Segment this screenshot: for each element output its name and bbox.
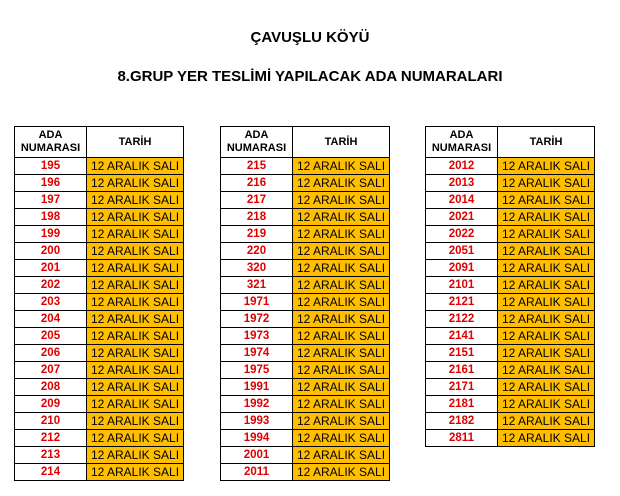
ada-number-cell: 2013 [426, 175, 498, 192]
table-row [426, 192, 595, 209]
date-cell: 12 ARALIK SALI [87, 311, 184, 328]
date-cell: 12 ARALIK SALI [87, 464, 184, 481]
date-cell: 12 ARALIK SALI [293, 396, 390, 413]
date-cell: 12 ARALIK SALI [293, 175, 390, 192]
ada-number-cell: 2182 [426, 413, 498, 430]
table-row [426, 158, 595, 175]
header-ada-numarasi: ADA NUMARASI [426, 127, 498, 158]
date-cell: 12 ARALIK SALI [498, 209, 595, 226]
date-cell: 12 ARALIK SALI [293, 192, 390, 209]
ada-number-cell: 214 [15, 464, 87, 481]
ada-number-cell: 210 [15, 413, 87, 430]
table-row [426, 345, 595, 362]
date-cell: 12 ARALIK SALI [87, 379, 184, 396]
table-row [221, 413, 390, 430]
date-cell: 12 ARALIK SALI [87, 260, 184, 277]
table-row [15, 226, 184, 243]
ada-number-cell: 206 [15, 345, 87, 362]
table-row [15, 192, 184, 209]
table-row [426, 175, 595, 192]
date-cell: 12 ARALIK SALI [87, 158, 184, 175]
date-cell: 12 ARALIK SALI [87, 396, 184, 413]
table-row [15, 277, 184, 294]
date-cell: 12 ARALIK SALI [87, 345, 184, 362]
ada-number-cell: 195 [15, 158, 87, 175]
ada-number-cell: 200 [15, 243, 87, 260]
date-cell: 12 ARALIK SALI [293, 328, 390, 345]
date-cell: 12 ARALIK SALI [293, 294, 390, 311]
table-row [15, 345, 184, 362]
date-cell: 12 ARALIK SALI [87, 447, 184, 464]
ada-number-cell: 212 [15, 430, 87, 447]
ada-table-3 [425, 126, 595, 447]
table-row [15, 311, 184, 328]
table-row [15, 362, 184, 379]
ada-number-cell: 220 [221, 243, 293, 260]
ada-number-cell: 217 [221, 192, 293, 209]
ada-number-cell: 2171 [426, 379, 498, 396]
ada-number-cell: 2141 [426, 328, 498, 345]
page-title: ÇAVUŞLU KÖYÜ [250, 29, 370, 46]
table-row [426, 413, 595, 430]
ada-number-cell: 2151 [426, 345, 498, 362]
ada-number-cell: 1991 [221, 379, 293, 396]
header-tarih: TARİH [293, 127, 390, 158]
table-row [221, 175, 390, 192]
date-cell: 12 ARALIK SALI [87, 243, 184, 260]
ada-number-cell: 199 [15, 226, 87, 243]
ada-number-cell: 1975 [221, 362, 293, 379]
header-ada-numarasi: ADA NUMARASI [221, 127, 293, 158]
table-row [15, 294, 184, 311]
table-row [221, 158, 390, 175]
date-cell: 12 ARALIK SALI [293, 158, 390, 175]
table-row [15, 243, 184, 260]
date-cell: 12 ARALIK SALI [87, 226, 184, 243]
table-row [15, 209, 184, 226]
table-row [426, 294, 595, 311]
ada-number-cell: 1974 [221, 345, 293, 362]
table-row [426, 209, 595, 226]
table-row [221, 464, 390, 481]
date-cell: 12 ARALIK SALI [87, 277, 184, 294]
table-row [15, 158, 184, 175]
ada-number-cell: 203 [15, 294, 87, 311]
ada-number-cell: 2001 [221, 447, 293, 464]
table-row [426, 328, 595, 345]
table-row [221, 362, 390, 379]
page-subtitle: 8.GRUP YER TESLİMİ YAPILACAK ADA NUMARALARI [117, 68, 503, 85]
table-row [426, 260, 595, 277]
ada-number-cell: 2121 [426, 294, 498, 311]
date-cell: 12 ARALIK SALI [87, 413, 184, 430]
table-row [15, 413, 184, 430]
ada-number-cell: 204 [15, 311, 87, 328]
date-cell: 12 ARALIK SALI [498, 192, 595, 209]
ada-table-2 [220, 126, 390, 481]
table-row [426, 243, 595, 260]
date-cell: 12 ARALIK SALI [293, 464, 390, 481]
table-row [426, 379, 595, 396]
ada-number-cell: 208 [15, 379, 87, 396]
date-cell: 12 ARALIK SALI [293, 311, 390, 328]
date-cell: 12 ARALIK SALI [498, 396, 595, 413]
header-tarih: TARİH [498, 127, 595, 158]
ada-number-cell: 197 [15, 192, 87, 209]
table-row [221, 396, 390, 413]
date-cell: 12 ARALIK SALI [498, 430, 595, 447]
table-row [15, 379, 184, 396]
header-ada-numarasi: ADA NUMARASI [15, 127, 87, 158]
date-cell: 12 ARALIK SALI [498, 311, 595, 328]
date-cell: 12 ARALIK SALI [498, 226, 595, 243]
table-row [426, 311, 595, 328]
table-row [221, 311, 390, 328]
date-cell: 12 ARALIK SALI [87, 328, 184, 345]
ada-number-cell: 2811 [426, 430, 498, 447]
ada-number-cell: 2011 [221, 464, 293, 481]
date-cell: 12 ARALIK SALI [293, 430, 390, 447]
ada-number-cell: 1993 [221, 413, 293, 430]
table-row [15, 396, 184, 413]
ada-number-cell: 215 [221, 158, 293, 175]
date-cell: 12 ARALIK SALI [498, 345, 595, 362]
table-row [15, 447, 184, 464]
table-row [426, 362, 595, 379]
date-cell: 12 ARALIK SALI [498, 294, 595, 311]
ada-number-cell: 2051 [426, 243, 498, 260]
table-row [221, 345, 390, 362]
date-cell: 12 ARALIK SALI [293, 260, 390, 277]
table-row [221, 294, 390, 311]
ada-number-cell: 2091 [426, 260, 498, 277]
ada-number-cell: 2022 [426, 226, 498, 243]
date-cell: 12 ARALIK SALI [293, 277, 390, 294]
ada-number-cell: 2181 [426, 396, 498, 413]
date-cell: 12 ARALIK SALI [293, 209, 390, 226]
table-row [15, 464, 184, 481]
table-row [221, 447, 390, 464]
ada-number-cell: 209 [15, 396, 87, 413]
ada-number-cell: 202 [15, 277, 87, 294]
date-cell: 12 ARALIK SALI [293, 447, 390, 464]
ada-number-cell: 1994 [221, 430, 293, 447]
ada-number-cell: 1992 [221, 396, 293, 413]
ada-number-cell: 321 [221, 277, 293, 294]
date-cell: 12 ARALIK SALI [498, 277, 595, 294]
table-row [426, 396, 595, 413]
ada-number-cell: 320 [221, 260, 293, 277]
table-row [221, 260, 390, 277]
ada-number-cell: 201 [15, 260, 87, 277]
ada-number-cell: 2014 [426, 192, 498, 209]
table-row [15, 260, 184, 277]
ada-table-1 [14, 126, 184, 481]
table-row [15, 430, 184, 447]
date-cell: 12 ARALIK SALI [293, 345, 390, 362]
date-cell: 12 ARALIK SALI [87, 192, 184, 209]
date-cell: 12 ARALIK SALI [293, 379, 390, 396]
ada-number-cell: 219 [221, 226, 293, 243]
ada-number-cell: 1971 [221, 294, 293, 311]
table-row [221, 226, 390, 243]
ada-number-cell: 1972 [221, 311, 293, 328]
table-row [221, 243, 390, 260]
ada-number-cell: 196 [15, 175, 87, 192]
table-row [221, 379, 390, 396]
ada-number-cell: 205 [15, 328, 87, 345]
ada-number-cell: 2161 [426, 362, 498, 379]
date-cell: 12 ARALIK SALI [498, 175, 595, 192]
table-row [426, 277, 595, 294]
ada-number-cell: 198 [15, 209, 87, 226]
ada-number-cell: 218 [221, 209, 293, 226]
ada-number-cell: 207 [15, 362, 87, 379]
date-cell: 12 ARALIK SALI [498, 379, 595, 396]
date-cell: 12 ARALIK SALI [293, 226, 390, 243]
table-row [426, 430, 595, 447]
date-cell: 12 ARALIK SALI [293, 362, 390, 379]
date-cell: 12 ARALIK SALI [87, 209, 184, 226]
date-cell: 12 ARALIK SALI [498, 362, 595, 379]
date-cell: 12 ARALIK SALI [498, 260, 595, 277]
ada-number-cell: 2012 [426, 158, 498, 175]
table-row [221, 192, 390, 209]
date-cell: 12 ARALIK SALI [498, 158, 595, 175]
date-cell: 12 ARALIK SALI [498, 328, 595, 345]
table-row [15, 175, 184, 192]
ada-number-cell: 2122 [426, 311, 498, 328]
date-cell: 12 ARALIK SALI [87, 294, 184, 311]
table-row [15, 328, 184, 345]
ada-number-cell: 213 [15, 447, 87, 464]
table-row [221, 328, 390, 345]
ada-number-cell: 1973 [221, 328, 293, 345]
date-cell: 12 ARALIK SALI [293, 413, 390, 430]
ada-number-cell: 216 [221, 175, 293, 192]
date-cell: 12 ARALIK SALI [87, 175, 184, 192]
date-cell: 12 ARALIK SALI [293, 243, 390, 260]
ada-number-cell: 2101 [426, 277, 498, 294]
table-row [426, 226, 595, 243]
date-cell: 12 ARALIK SALI [87, 362, 184, 379]
date-cell: 12 ARALIK SALI [498, 413, 595, 430]
table-row [221, 277, 390, 294]
header-tarih: TARİH [87, 127, 184, 158]
date-cell: 12 ARALIK SALI [498, 243, 595, 260]
date-cell: 12 ARALIK SALI [87, 430, 184, 447]
ada-number-cell: 2021 [426, 209, 498, 226]
table-row [221, 430, 390, 447]
table-row [221, 209, 390, 226]
